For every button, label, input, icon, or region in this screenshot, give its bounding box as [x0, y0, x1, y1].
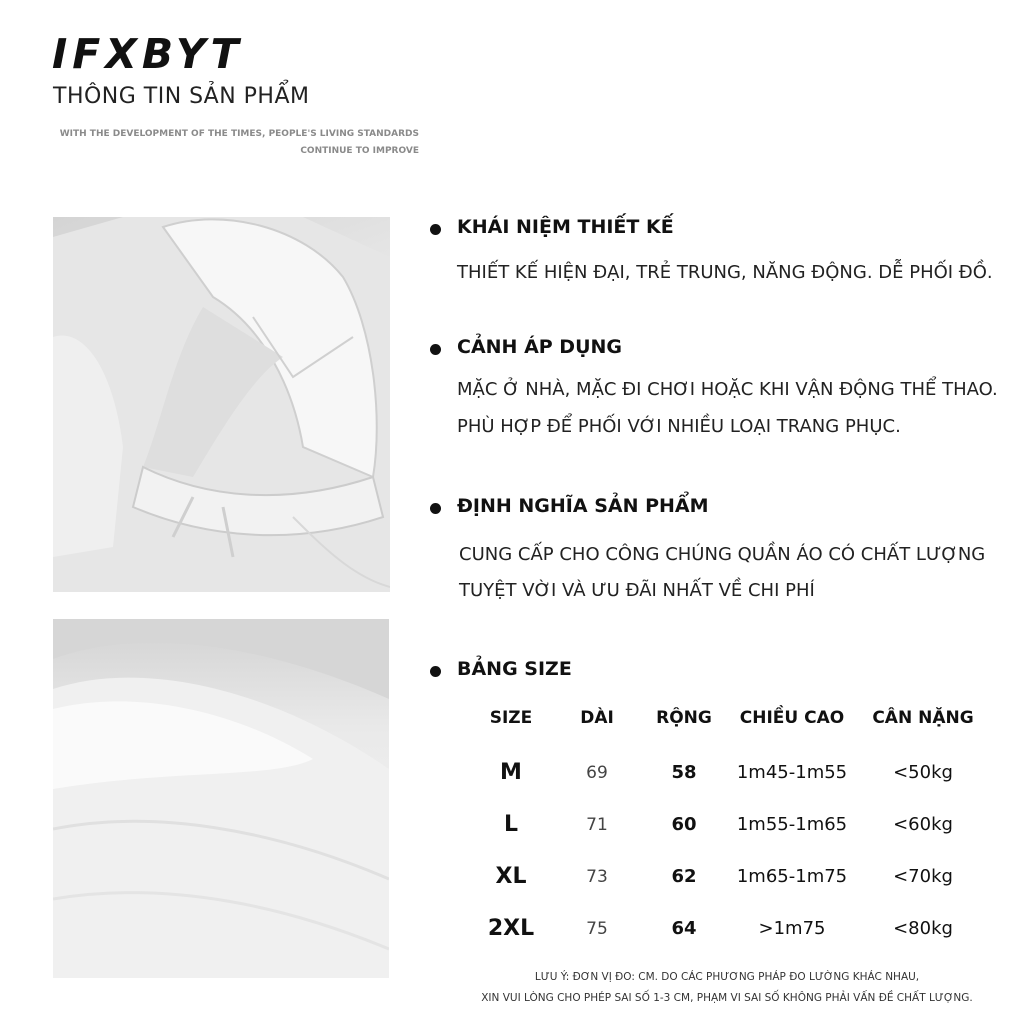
cell-width: 58 — [671, 762, 697, 783]
header-width: RỘNG — [656, 708, 712, 728]
cell-width: 64 — [671, 918, 697, 939]
header-height: CHIỀU CAO — [739, 708, 845, 728]
hoodie-fabric-photo — [53, 619, 389, 978]
section-title: ĐỊNH NGHĨA SẢN PHẨM — [457, 495, 709, 517]
cell-length: 73 — [586, 867, 608, 887]
table-row — [472, 807, 982, 843]
header-length: DÀI — [580, 708, 614, 728]
cell-weight: <60kg — [893, 814, 953, 835]
cell-height: 1m45-1m55 — [736, 762, 848, 783]
tagline-line-2: CONTINUE TO IMPROVE — [300, 146, 419, 156]
footnote-line-1: LƯU Ý: ĐƠN VỊ ĐO: CM. DO CÁC PHƯƠNG PHÁP ĐO LƯỜNG KHÁC NHAU, — [534, 971, 920, 983]
tagline-line-1: WITH THE DEVELOPMENT OF THE TIMES, PEOPLE'S LIVING STANDARDS — [59, 129, 419, 139]
section-text-line: TUYỆT VỜI VÀ ƯU ĐÃI NHẤT VỀ CHI PHÍ — [459, 580, 815, 601]
section-text-line: CUNG CẤP CHO CÔNG CHÚNG QUẦN ÁO CÓ CHẤT LƯỢNG — [459, 544, 986, 565]
section-title: BẢNG SIZE — [457, 658, 572, 680]
bullet-icon — [430, 224, 441, 235]
size-table-header — [472, 700, 982, 736]
hoodie-hood-photo — [53, 217, 390, 592]
cell-weight: <70kg — [893, 866, 953, 887]
cell-weight: <50kg — [893, 762, 953, 783]
cell-size: 2XL — [487, 916, 535, 941]
cell-height: 1m65-1m75 — [736, 866, 848, 887]
cell-size: M — [500, 760, 522, 785]
bullet-icon — [430, 503, 441, 514]
table-row — [472, 755, 982, 791]
section-title: CẢNH ÁP DỤNG — [457, 336, 623, 358]
cell-length: 75 — [586, 919, 608, 939]
cell-length: 69 — [586, 763, 608, 783]
footnote-line-2: XIN VUI LÒNG CHO PHÉP SAI SỐ 1-3 CM, PHẠM VI SAI SỐ KHÔNG PHẢI VẤN ĐỀ CHẤT LƯỢNG. — [481, 992, 973, 1004]
section-text-line: THIẾT KẾ HIỆN ĐẠI, TRẺ TRUNG, NĂNG ĐỘNG. DỄ PHỐI ĐỒ. — [457, 262, 993, 283]
cell-height: >1m75 — [758, 918, 826, 939]
cell-size: L — [503, 812, 519, 837]
page-subtitle: THÔNG TIN SẢN PHẨM — [53, 84, 310, 109]
cell-height: 1m55-1m65 — [736, 814, 848, 835]
table-row — [472, 859, 982, 895]
header-weight: CÂN NẶNG — [872, 708, 974, 728]
section-title: KHÁI NIỆM THIẾT KẾ — [457, 216, 674, 238]
header-size: SIZE — [489, 708, 533, 728]
table-row — [472, 911, 982, 947]
cell-width: 60 — [671, 814, 697, 835]
brand-logo: IFXBYT — [52, 30, 244, 78]
section-text-line: MẶC Ở NHÀ, MẶC ĐI CHƠI HOẶC KHI VẬN ĐỘNG THỂ THAO. — [457, 379, 998, 400]
cell-size: XL — [495, 864, 527, 889]
bullet-icon — [430, 344, 441, 355]
cell-length: 71 — [586, 815, 608, 835]
tagline — [53, 126, 419, 160]
bullet-icon — [430, 666, 441, 677]
cell-weight: <80kg — [893, 918, 953, 939]
section-text-line: PHÙ HỢP ĐỂ PHỐI VỚI NHIỀU LOẠI TRANG PHỤC. — [457, 416, 901, 437]
cell-width: 62 — [671, 866, 697, 887]
